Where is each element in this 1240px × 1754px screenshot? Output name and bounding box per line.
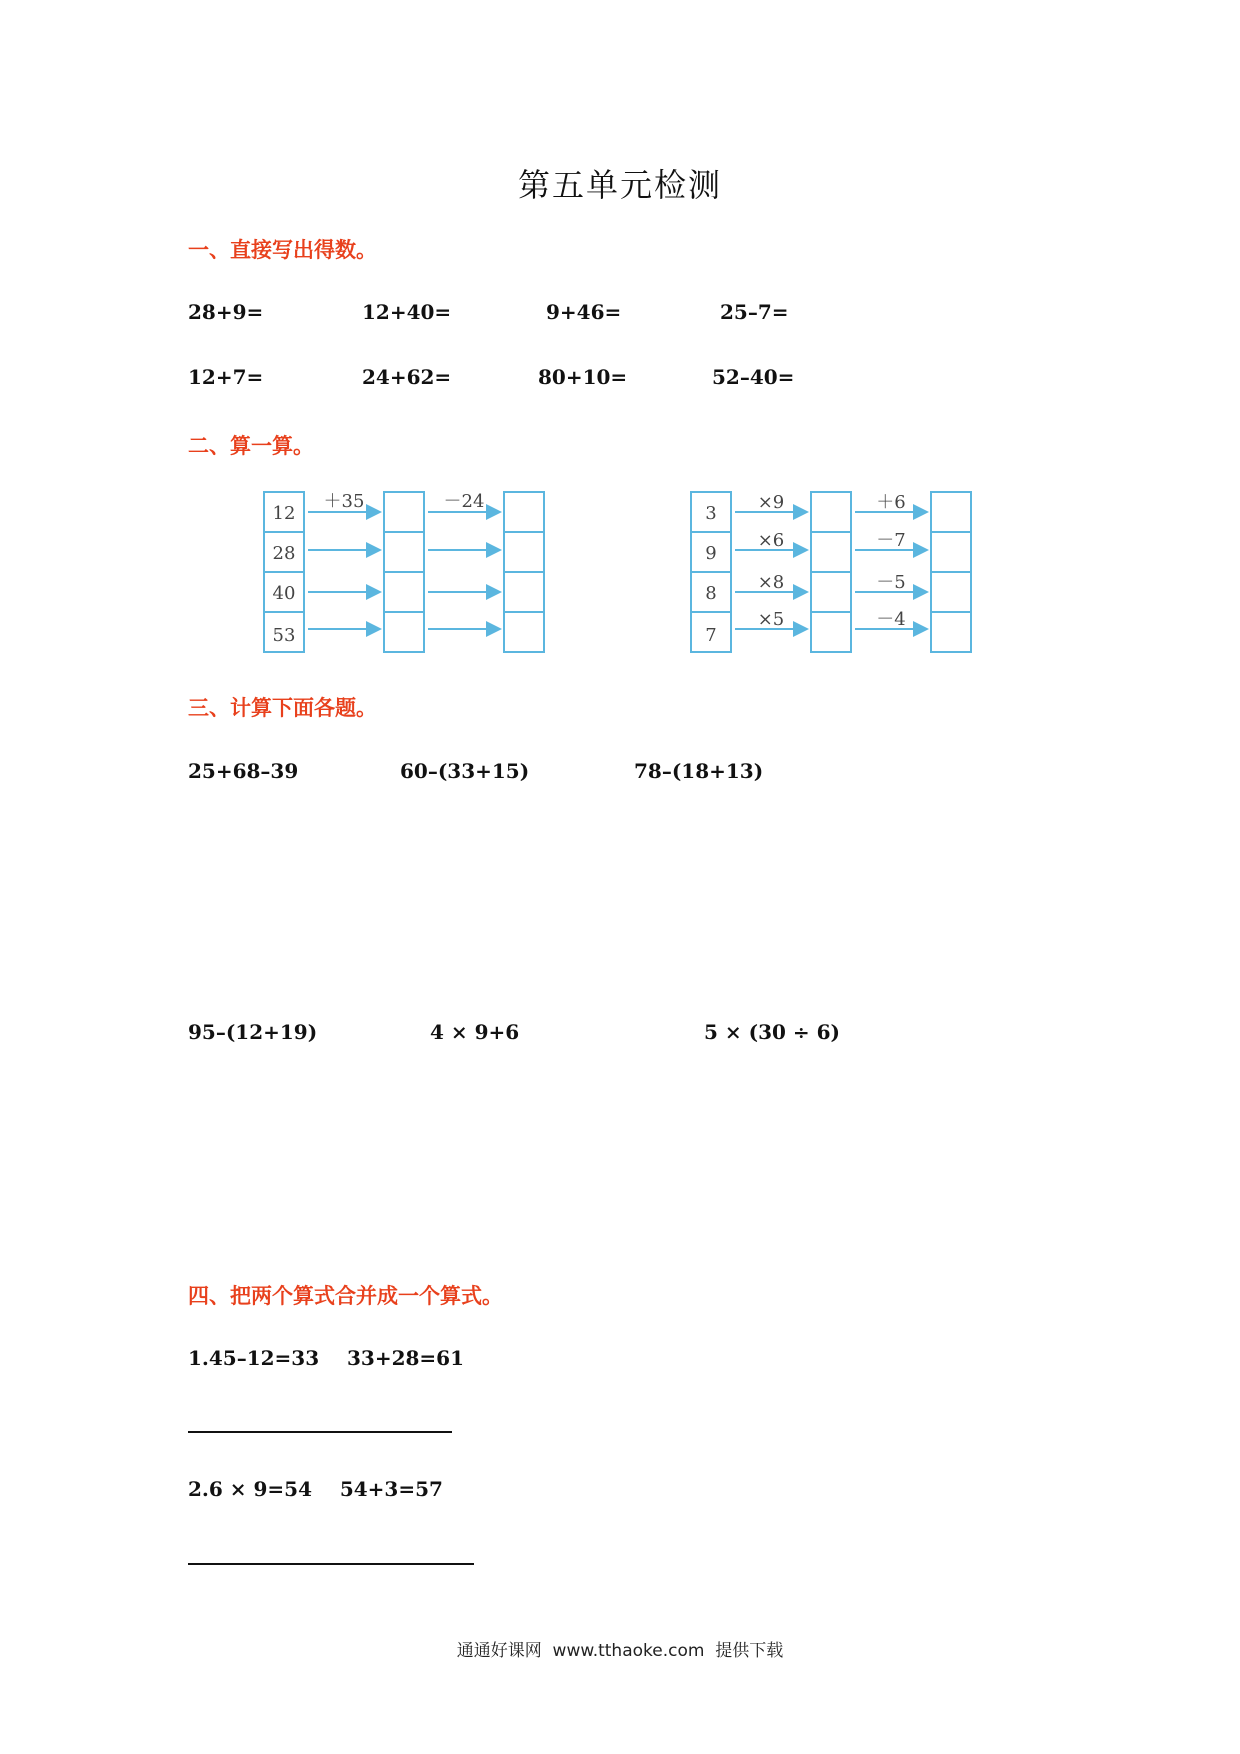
right-mid-box-4	[811, 612, 851, 652]
left-input-2: 28	[272, 543, 296, 564]
left-input-1: 12	[272, 503, 296, 524]
right-op1-3: ×8	[757, 572, 785, 593]
right-mid-box-3	[811, 572, 851, 612]
left-input-4: 53	[272, 625, 296, 646]
left-out-box-2	[504, 532, 544, 572]
left-input-3: 40	[272, 583, 296, 604]
left-out-box-4	[504, 612, 544, 652]
right-op2-4: －4	[876, 609, 906, 630]
s4-item-2: 2.6 × 9=54 54+3=57	[188, 1477, 443, 1501]
right-op2-3: －5	[876, 572, 906, 593]
right-op2-2: －7	[876, 530, 906, 551]
right-op1-1: ×9	[757, 492, 785, 513]
left-op-1: ＋35	[323, 491, 365, 512]
right-op1-2: ×6	[757, 530, 785, 551]
page-title: 第五单元检测	[517, 166, 722, 204]
left-out-box-1	[504, 492, 544, 532]
s1-q8: 52–40=	[712, 365, 795, 389]
right-out-box-3	[931, 572, 971, 612]
right-mid-box-1	[811, 492, 851, 532]
section-3-heading: 三、计算下面各题。	[188, 696, 377, 720]
footer-credit: 通通好课网 www.tthaoke.com 提供下载	[456, 1641, 784, 1661]
s1-q4: 25–7=	[720, 300, 789, 324]
s1-q3: 9+46=	[546, 300, 622, 324]
s1-q6: 24+62=	[362, 365, 452, 389]
s1-q7: 80+10=	[538, 365, 628, 389]
section-4-heading: 四、把两个算式合并成一个算式。	[188, 1284, 503, 1308]
section-2-heading: 二、算一算。	[188, 434, 314, 458]
left-out-box-3	[504, 572, 544, 612]
s3-q3: 78–(18+13)	[634, 759, 764, 783]
diagram-right	[689, 488, 979, 658]
s4-answer-line-2	[188, 1563, 474, 1565]
right-out-box-2	[931, 532, 971, 572]
s4-item-1: 1.45–12=33 33+28=61	[188, 1346, 464, 1370]
right-input-3: 8	[705, 583, 717, 604]
left-mid-box-3	[384, 572, 424, 612]
right-input-2: 9	[705, 543, 717, 564]
diagram-left	[262, 488, 552, 658]
s3-q6: 5 × (30 ÷ 6)	[704, 1020, 840, 1044]
left-mid-box-4	[384, 612, 424, 652]
right-input-1: 3	[705, 503, 717, 524]
s1-q5: 12+7=	[188, 365, 264, 389]
s3-q4: 95–(12+19)	[188, 1020, 318, 1044]
s3-q2: 60–(33+15)	[400, 759, 530, 783]
right-op1-4: ×5	[757, 609, 785, 630]
s1-q1: 28+9=	[188, 300, 264, 324]
section-1-heading: 一、直接写出得数。	[188, 238, 377, 262]
s3-q5: 4 × 9+6	[430, 1020, 520, 1044]
right-out-box-4	[931, 612, 971, 652]
right-mid-box-2	[811, 532, 851, 572]
right-out-box-1	[931, 492, 971, 532]
right-input-4: 7	[705, 625, 717, 646]
left-mid-box-1	[384, 492, 424, 532]
right-op2-1: ＋6	[876, 492, 906, 513]
left-op-2: －24	[443, 491, 485, 512]
s3-q1: 25+68–39	[188, 759, 299, 783]
s4-answer-line-1	[188, 1431, 452, 1433]
s1-q2: 12+40=	[362, 300, 452, 324]
left-mid-box-2	[384, 532, 424, 572]
